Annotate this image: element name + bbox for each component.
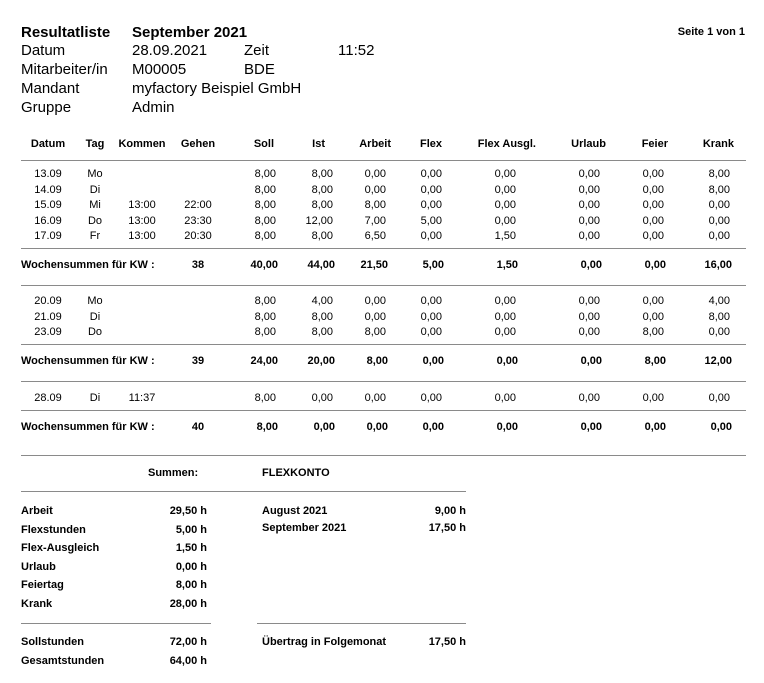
table-cell: 6,50 [364, 230, 386, 242]
table-cell: Di [89, 184, 101, 196]
table-cell: 0,00 [708, 392, 730, 404]
summen-item-value: 28,00 h [169, 598, 207, 610]
week-block-divider [21, 285, 746, 286]
column-header: Kommen [118, 138, 166, 150]
summen-item-label: Urlaub [21, 560, 56, 573]
table-cell: 0,00 [364, 311, 386, 323]
table-cell: 0,00 [494, 215, 516, 227]
table-cell: 8,00 [254, 199, 276, 211]
week-sum-value: 0,00 [496, 355, 518, 367]
table-cell: 0,00 [494, 168, 516, 180]
table-cell: 0,00 [642, 230, 664, 242]
table-cell: Di [89, 392, 101, 404]
table-cell: 8,00 [708, 311, 730, 323]
table-cell: 8,00 [254, 215, 276, 227]
table-cell: 7,00 [364, 215, 386, 227]
table-cell: 16.09 [34, 215, 62, 227]
flexkonto-item-value: 17,50 h [428, 522, 466, 534]
report-title: Resultatliste [21, 24, 111, 41]
flexkonto-totals-divider [257, 623, 466, 624]
zeit-value: 11:52 [338, 42, 375, 59]
table-cell: 22:00 [184, 199, 212, 211]
summen-item-value: 5,00 h [175, 523, 207, 536]
table-cell: 15.09 [34, 199, 62, 211]
table-cell: 23:30 [184, 215, 212, 227]
week-sum-value: 40,00 [250, 259, 278, 271]
table-cell: 8,00 [254, 326, 276, 338]
table-cell: 8,00 [708, 184, 730, 196]
table-cell: 0,00 [420, 295, 442, 307]
column-header: Datum [30, 138, 66, 150]
table-cell: 20:30 [184, 230, 212, 242]
column-header: Soll [253, 138, 274, 150]
table-cell: 0,00 [642, 215, 664, 227]
column-header: Urlaub [571, 138, 606, 150]
mitarbeiter-value: M00005 [132, 61, 187, 78]
table-cell: 8,00 [311, 199, 333, 211]
week-sum-value: 0,00 [366, 421, 388, 433]
table-cell: 0,00 [420, 184, 442, 196]
table-cell: 0,00 [578, 311, 600, 323]
table-cell: 0,00 [642, 168, 664, 180]
table-cell: 0,00 [494, 326, 516, 338]
table-cell: 8,00 [311, 168, 333, 180]
table-cell: 12,00 [305, 215, 333, 227]
summary-header-divider [21, 491, 466, 492]
summen-item-value: 29,50 h [169, 505, 207, 517]
week-block-divider [21, 381, 746, 382]
table-cell: 4,00 [311, 295, 333, 307]
week-sum-value: 0,00 [710, 421, 732, 433]
column-header: Ist [312, 138, 325, 150]
week-sum-label: Wochensummen für KW : [21, 259, 155, 271]
summary-divider [21, 455, 746, 456]
table-cell: 0,00 [364, 168, 386, 180]
week-divider [21, 344, 746, 345]
week-sum-value: 0,00 [422, 421, 444, 433]
table-cell: 0,00 [642, 199, 664, 211]
table-cell: 14.09 [34, 184, 62, 196]
week-sum-value: 0,00 [422, 355, 444, 367]
table-cell: 0,00 [708, 326, 730, 338]
table-cell: 0,00 [578, 295, 600, 307]
report-period: September 2021 [132, 24, 248, 41]
week-divider [21, 410, 746, 411]
summen-item-value: 0,00 h [175, 560, 207, 573]
table-cell: 8,00 [311, 311, 333, 323]
table-cell: 0,00 [708, 199, 730, 211]
table-cell: 0,00 [578, 199, 600, 211]
table-cell: 23.09 [34, 326, 62, 338]
table-cell: 8,00 [254, 184, 276, 196]
week-number: 38 [191, 259, 205, 271]
table-cell: 0,00 [708, 230, 730, 242]
gruppe-value: Admin [132, 99, 175, 116]
flexkonto-item-value: 9,00 h [434, 505, 466, 517]
flexkonto-item-label: September 2021 [262, 522, 347, 534]
summen-total-label: Sollstunden [21, 636, 84, 648]
flexkonto-title: FLEXKONTO [262, 467, 330, 479]
table-cell: 8,00 [642, 326, 664, 338]
week-sum-label: Wochensummen für KW : [21, 421, 155, 433]
mitarbeiter-label: Mitarbeiter/in [21, 61, 108, 78]
week-sum-value: 16,00 [704, 259, 732, 271]
week-sum-value: 0,00 [313, 421, 335, 433]
summen-total-value: 64,00 h [169, 655, 207, 667]
week-sum-value: 8,00 [644, 355, 666, 367]
table-cell: 0,00 [364, 184, 386, 196]
summen-item-label: Feiertag [21, 579, 64, 592]
table-cell: 0,00 [364, 392, 386, 404]
summen-item-value: 8,00 h [175, 579, 207, 592]
week-sum-value: 1,50 [496, 259, 518, 271]
table-cell: 0,00 [364, 295, 386, 307]
table-cell: 8,00 [254, 295, 276, 307]
table-cell: 8,00 [364, 326, 386, 338]
datum-value: 28.09.2021 [132, 42, 208, 59]
mandant-label: Mandant [21, 80, 80, 97]
table-cell: 8,00 [364, 199, 386, 211]
table-cell: Do [87, 326, 103, 338]
table-cell: 0,00 [420, 311, 442, 323]
week-sum-value: 12,00 [704, 355, 732, 367]
week-divider [21, 248, 746, 249]
summen-title: Summen: [148, 467, 199, 479]
table-cell: 8,00 [311, 230, 333, 242]
table-cell: 8,00 [254, 311, 276, 323]
table-cell: 13:00 [128, 230, 156, 242]
summen-item-label: Flex-Ausgleich [21, 542, 100, 555]
table-cell: 11:37 [128, 392, 156, 404]
week-sum-value: 8,00 [256, 421, 278, 433]
week-sum-value: 24,00 [250, 355, 278, 367]
table-cell: 8,00 [254, 392, 276, 404]
summen-item-label: Krank [21, 598, 53, 610]
table-cell: 0,00 [578, 168, 600, 180]
week-sum-value: 0,00 [496, 421, 518, 433]
week-sum-value: 44,00 [307, 259, 335, 271]
summen-total-label: Gesamtstunden [21, 655, 105, 667]
week-sum-value: 0,00 [580, 259, 602, 271]
table-cell: Di [89, 311, 101, 323]
zeit-label: Zeit [244, 42, 270, 59]
column-header: Krank [702, 138, 734, 150]
week-sum-label: Wochensummen für KW : [21, 355, 155, 367]
column-header: Gehen [180, 138, 216, 150]
table-cell: 0,00 [642, 311, 664, 323]
table-cell: 0,00 [642, 295, 664, 307]
table-cell: 5,00 [420, 215, 442, 227]
table-cell: 20.09 [34, 295, 62, 307]
table-cell: 4,00 [708, 295, 730, 307]
mitarbeiter-name: BDE [244, 61, 275, 78]
table-cell: 0,00 [578, 326, 600, 338]
table-cell: 0,00 [420, 392, 442, 404]
table-cell: 0,00 [578, 392, 600, 404]
flexkonto-item-label: August 2021 [262, 505, 328, 517]
header-divider [21, 160, 746, 161]
table-cell: Mi [89, 199, 101, 211]
table-cell: 8,00 [311, 184, 333, 196]
table-cell: 0,00 [494, 311, 516, 323]
table-cell: 0,00 [642, 392, 664, 404]
table-cell: Mo [87, 168, 103, 180]
summen-item-label: Flexstunden [21, 523, 86, 536]
week-sum-value: 5,00 [422, 259, 444, 271]
week-sum-value: 0,00 [644, 421, 666, 433]
uebertrag-value: 17,50 h [428, 636, 466, 648]
table-cell: 0,00 [642, 184, 664, 196]
week-sum-value: 21,50 [360, 259, 388, 271]
table-cell: 0,00 [494, 392, 516, 404]
column-header: Tag [85, 138, 105, 150]
table-cell: 0,00 [494, 295, 516, 307]
table-cell: 0,00 [420, 199, 442, 211]
summen-totals-divider [21, 623, 211, 624]
summen-item-value: 1,50 h [175, 542, 207, 555]
week-sum-value: 8,00 [366, 355, 388, 367]
table-cell: 28.09 [34, 392, 62, 404]
column-header: Flex Ausgl. [477, 138, 536, 150]
table-cell: Mo [87, 295, 103, 307]
table-cell: 0,00 [494, 199, 516, 211]
page-indicator: Seite 1 von 1 [677, 26, 745, 38]
table-cell: 17.09 [34, 230, 62, 242]
column-header: Flex [419, 138, 442, 150]
week-number: 40 [191, 421, 205, 433]
week-number: 39 [191, 355, 205, 367]
table-cell: 0,00 [578, 184, 600, 196]
table-cell: 8,00 [708, 168, 730, 180]
week-sum-value: 0,00 [580, 355, 602, 367]
table-cell: 0,00 [420, 230, 442, 242]
table-cell: 8,00 [254, 168, 276, 180]
table-cell: 8,00 [311, 326, 333, 338]
week-sum-value: 0,00 [580, 421, 602, 433]
table-cell: 13:00 [128, 199, 156, 211]
table-cell: 21.09 [34, 311, 62, 323]
week-sum-value: 0,00 [644, 259, 666, 271]
uebertrag-label: Übertrag in Folgemonat [262, 636, 387, 648]
week-sum-value: 20,00 [307, 355, 335, 367]
table-cell: 0,00 [420, 168, 442, 180]
mandant-value: myfactory Beispiel GmbH [132, 80, 302, 97]
gruppe-label: Gruppe [21, 99, 72, 116]
column-header: Feier [641, 138, 668, 150]
table-cell: 0,00 [494, 184, 516, 196]
column-header: Arbeit [359, 138, 391, 150]
table-cell: Do [87, 215, 103, 227]
table-cell: 0,00 [578, 215, 600, 227]
summen-item-label: Arbeit [21, 505, 53, 517]
table-cell: 0,00 [708, 215, 730, 227]
table-cell: 13.09 [34, 168, 62, 180]
table-cell: Fr [89, 230, 101, 242]
table-cell: 0,00 [311, 392, 333, 404]
table-cell: 0,00 [578, 230, 600, 242]
datum-label: Datum [21, 42, 66, 59]
table-cell: 13:00 [128, 215, 156, 227]
summen-total-value: 72,00 h [169, 636, 207, 648]
table-cell: 0,00 [420, 326, 442, 338]
table-cell: 8,00 [254, 230, 276, 242]
table-cell: 1,50 [494, 230, 516, 242]
